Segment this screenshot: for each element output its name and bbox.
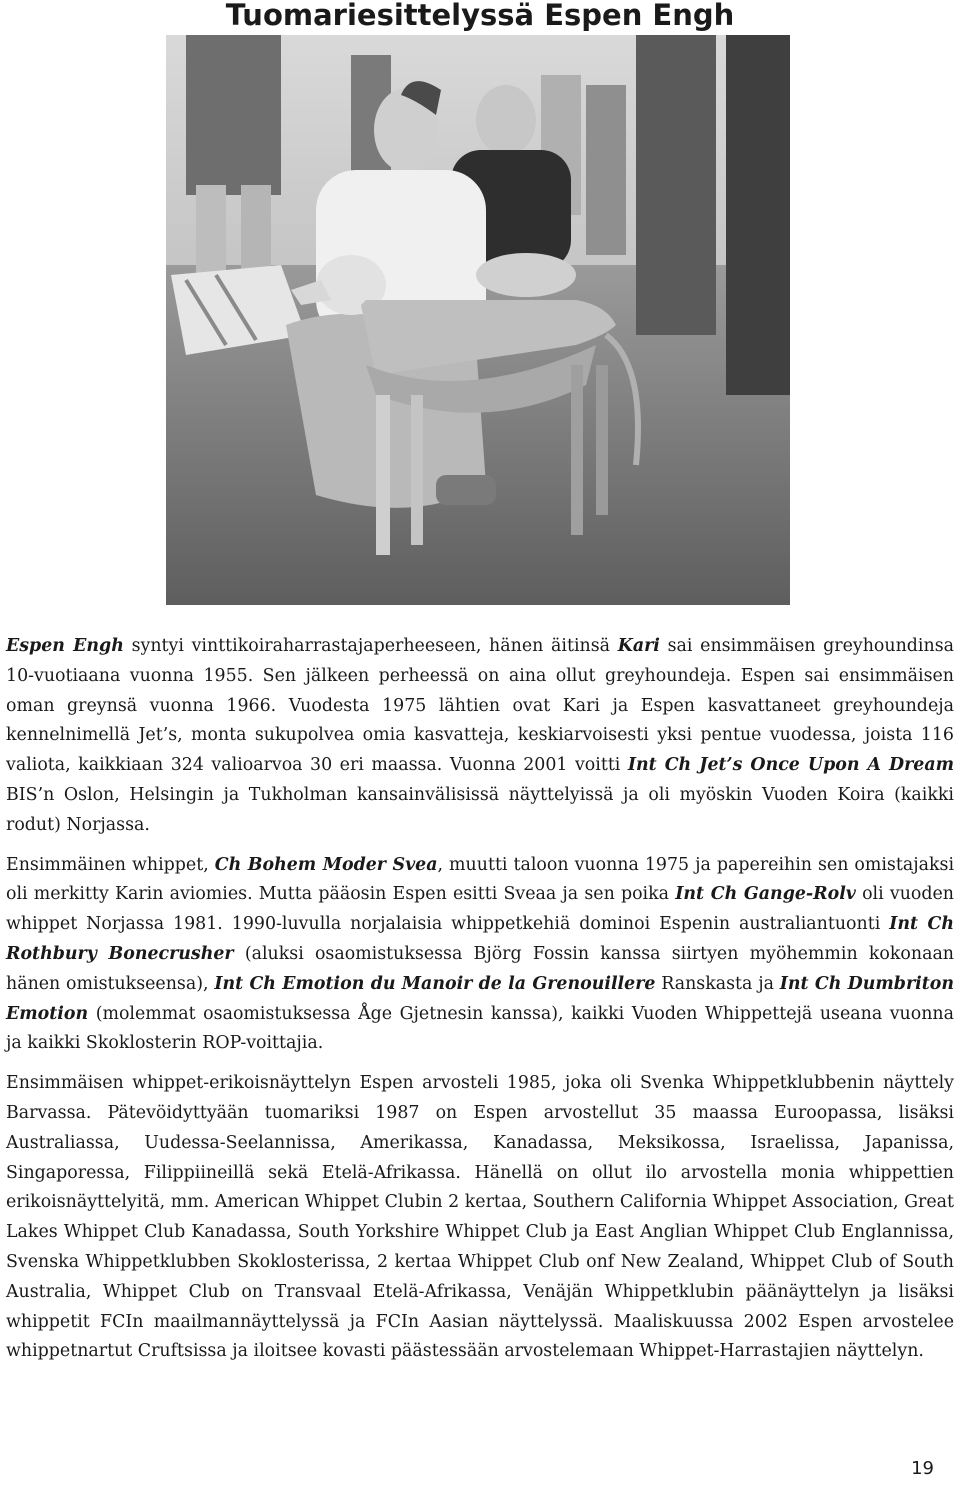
emphasized-name: Espen Engh xyxy=(6,636,124,656)
text-run: Ranskasta ja xyxy=(655,973,780,994)
article-paragraph xyxy=(6,632,954,841)
emphasized-name: Int Ch Dumbriton Emotion xyxy=(6,973,954,1024)
text-run: , muutti taloon vuonna 1975 ja papereihin sen omistajaksi oli merkitty Karin aviomies. Mutta pääosin Espen esitti Sveaa ja sen poika xyxy=(6,854,955,905)
article-body xyxy=(6,632,954,1377)
text-run: sai ensimmäisen greyhoundinsa 10-vuotiaana vuonna 1955. Sen jälkeen perheessä on aina ollut greyhoundeja. Espen sai ensimmäisen oman greynsä vuonna 1966. Vuodesta 1975 lähtien ovat Kari ja Espen kasvattaneet greyhoundeja kennelnimellä Jet’s, monta sukupolvea omia kasvatteja, keskiarvoisesti yksi pentue vuodessa, joista 116 valiota, kaikkiaan 324 valioarvoa 30 eri maassa. Vuonna 2001 voitti xyxy=(6,636,954,776)
text-run: syntyi vinttikoiraharrastajaperheeseen, hänen äitinsä xyxy=(123,636,618,656)
text-run: (molemmat osaomistuksessa Åge Gjetnesin kanssa), kaikki Vuoden Whippettejä useana vuonna ja kaikki Skoklosterin ROP-voittajia. xyxy=(6,1003,954,1054)
article-paragraph xyxy=(6,1069,954,1367)
text-run: Ensimmäinen whippet, xyxy=(6,854,215,875)
emphasized-name: Int Ch Rothbury Bonecrusher xyxy=(6,914,954,964)
text-run: oli vuoden whippet Norjassa 1981. 1990-luvulla norjalaisia whippetkehiä dominoi Espenin australiantuonti xyxy=(6,884,954,935)
emphasized-name: Int Ch Emotion du Manoir de la Grenouillere xyxy=(214,973,656,994)
photo-illustration xyxy=(166,35,790,605)
text-run: BIS’n Oslon, Helsingin ja Tukholman kansainvälisissä näyttelyissä ja oli myöskin Vuoden Koira (kaikki rodut) Norjassa. xyxy=(6,784,954,835)
article-paragraph xyxy=(6,851,954,1060)
page-number: 19 xyxy=(911,1458,934,1479)
text-run: Ensimmäisen whippet-erikoisnäyttelyn Espen arvosteli 1985, joka oli Svenka Whippetklubbenin näyttely Barvassa. Pätevöidyttyään tuomariksi 1987 on Espen arvostellut 35 maassa Euroopassa, lisäksi Australiassa, Uudessa-Seelannissa, Amerikassa, Kanadassa, Meksikossa, Israelissa, Japanissa, Singaporessa, Filippiineillä sekä Etelä-Afrikassa. Hänellä on ollut ilo arvostella monia whippettien erikoisnäyttelyitä, mm. American Whippet Clubin 2 kertaa, Southern California Whippet Association, Great Lakes Whippet Club Kanadassa, South Yorkshire Whippet Club ja East Anglian Whippet Club Englannissa, Svenska Whippetklubben Skoklosterissa, 2 kertaa Whippet Club onf New Zealand, Whippet Club of South Australia, Whippet Club on Transvaal Etelä-Afrikassa, Venäjän Whippetklubin päänäyttelyn ja lisäksi whippetit FCIn maailmannäyttelyssä ja FCIn Aasian näyttelyssä. Maaliskuussa 2002 Espen arvostelee whippetnartut Cruftsissa ja iloitsee kovasti päästessään arvostelemaan Whippet-Harrastajien näyttelyn. xyxy=(6,1073,954,1362)
emphasized-name: Int Ch Gange-Rolv xyxy=(675,884,856,905)
article-photo xyxy=(166,35,790,605)
emphasized-name: Ch Bohem Moder Svea xyxy=(214,854,438,875)
emphasized-name: Int Ch Jet’s Once Upon A Dream xyxy=(627,755,955,776)
emphasized-name: Kari xyxy=(617,636,660,656)
page-title: Tuomariesittelyssä Espen Engh xyxy=(225,0,735,32)
text-run: (aluksi osaomistuksessa Björg Fossin kanssa siirtyen myöhemmin kokonaan hänen omistukseensa), xyxy=(6,943,955,994)
